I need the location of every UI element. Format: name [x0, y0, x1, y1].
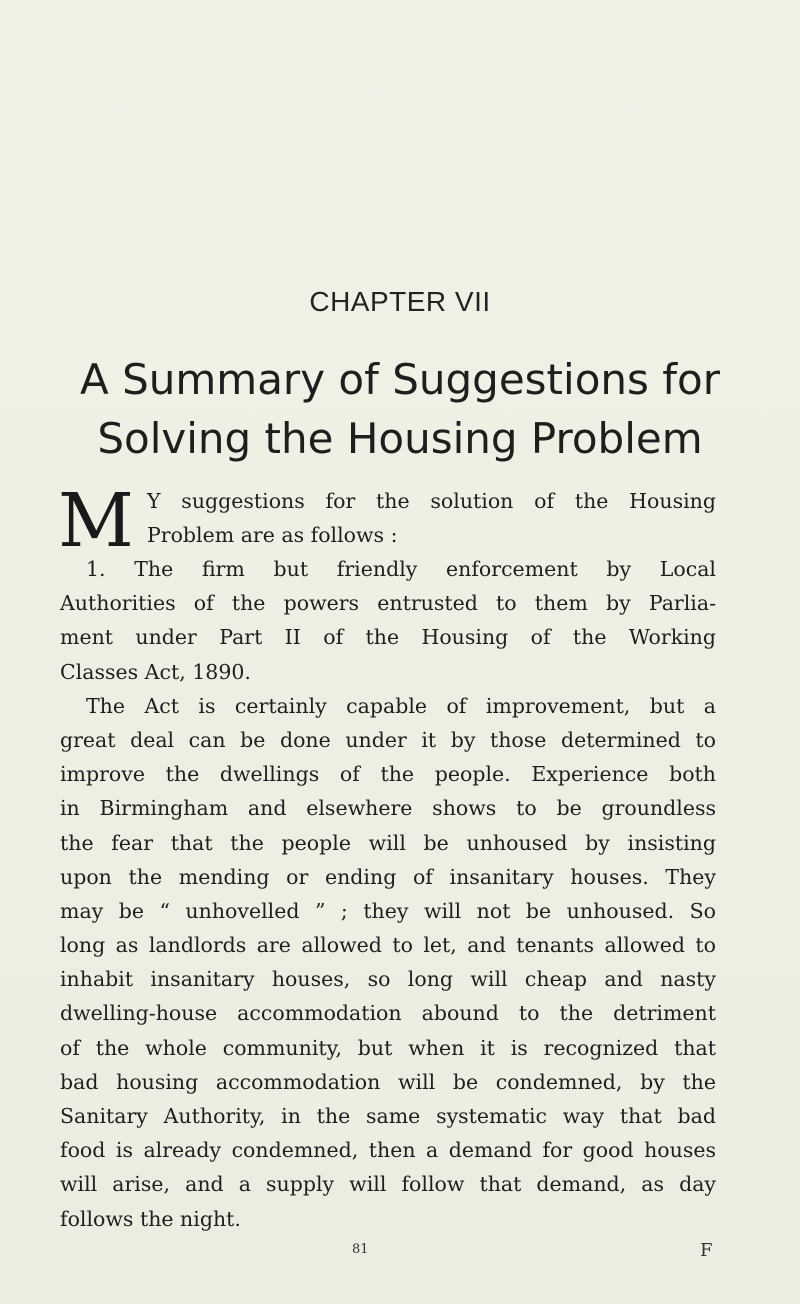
page-number: 81	[352, 1242, 369, 1257]
chapter-heading: CHAPTER VII	[309, 286, 491, 317]
opening-line-1: Y suggestions for the solution of the Housing	[147, 489, 716, 513]
text-line: Classes Act, 1890.	[60, 659, 251, 684]
text-line: bad housing accommodation will be condemned, by the	[60, 1069, 716, 1094]
text-line: The Act is certainly capable of improvement, but a	[86, 693, 716, 718]
text-line: long as landlords are allowed to let, and tenants allowed to	[60, 933, 716, 958]
drop-cap: M	[58, 478, 134, 564]
text-line: ment under Part II of the Housing of the Working	[60, 625, 716, 650]
text-line: in Birmingham and elsewhere shows to be groundless	[60, 796, 716, 821]
opening-line-2: Problem are as follows :	[147, 523, 398, 548]
text-line: improve the dwellings of the people. Experience both	[60, 762, 716, 787]
body-text	[60, 552, 716, 1236]
text-line: 1. The firm but friendly enforcement by Local	[86, 557, 716, 581]
text-line: follows the night.	[60, 1206, 241, 1231]
text-line: Sanitary Authority, in the same systematic way that bad	[60, 1104, 716, 1128]
text-line: dwelling-house accommodation abound to the detriment	[60, 1001, 716, 1026]
text-line: may be “ unhovelled ” ; they will not be unhoused. So	[60, 898, 716, 923]
signature-mark: F	[700, 1240, 713, 1261]
text-line: Authorities of the powers entrusted to them by Parlia-	[60, 591, 716, 616]
text-line: great deal can be done under it by those determined to	[60, 727, 716, 752]
text-line: the fear that the people will be unhoused by insisting	[60, 830, 716, 855]
text-line: of the whole community, but when it is recognized that	[60, 1035, 716, 1060]
text-line: inhabit insanitary houses, so long will cheap and nasty	[60, 967, 716, 992]
opening-paragraph	[147, 484, 716, 552]
text-line: upon the mending or ending of insanitary houses. They	[60, 864, 716, 889]
text-line: will arise, and a supply will follow that demand, as day	[60, 1172, 716, 1197]
chapter-title-line-2: Solving the Housing Problem	[97, 414, 703, 463]
chapter-title-line-1: A Summary of Suggestions for	[80, 355, 720, 404]
text-line: food is already condemned, then a demand for good houses	[60, 1138, 716, 1163]
